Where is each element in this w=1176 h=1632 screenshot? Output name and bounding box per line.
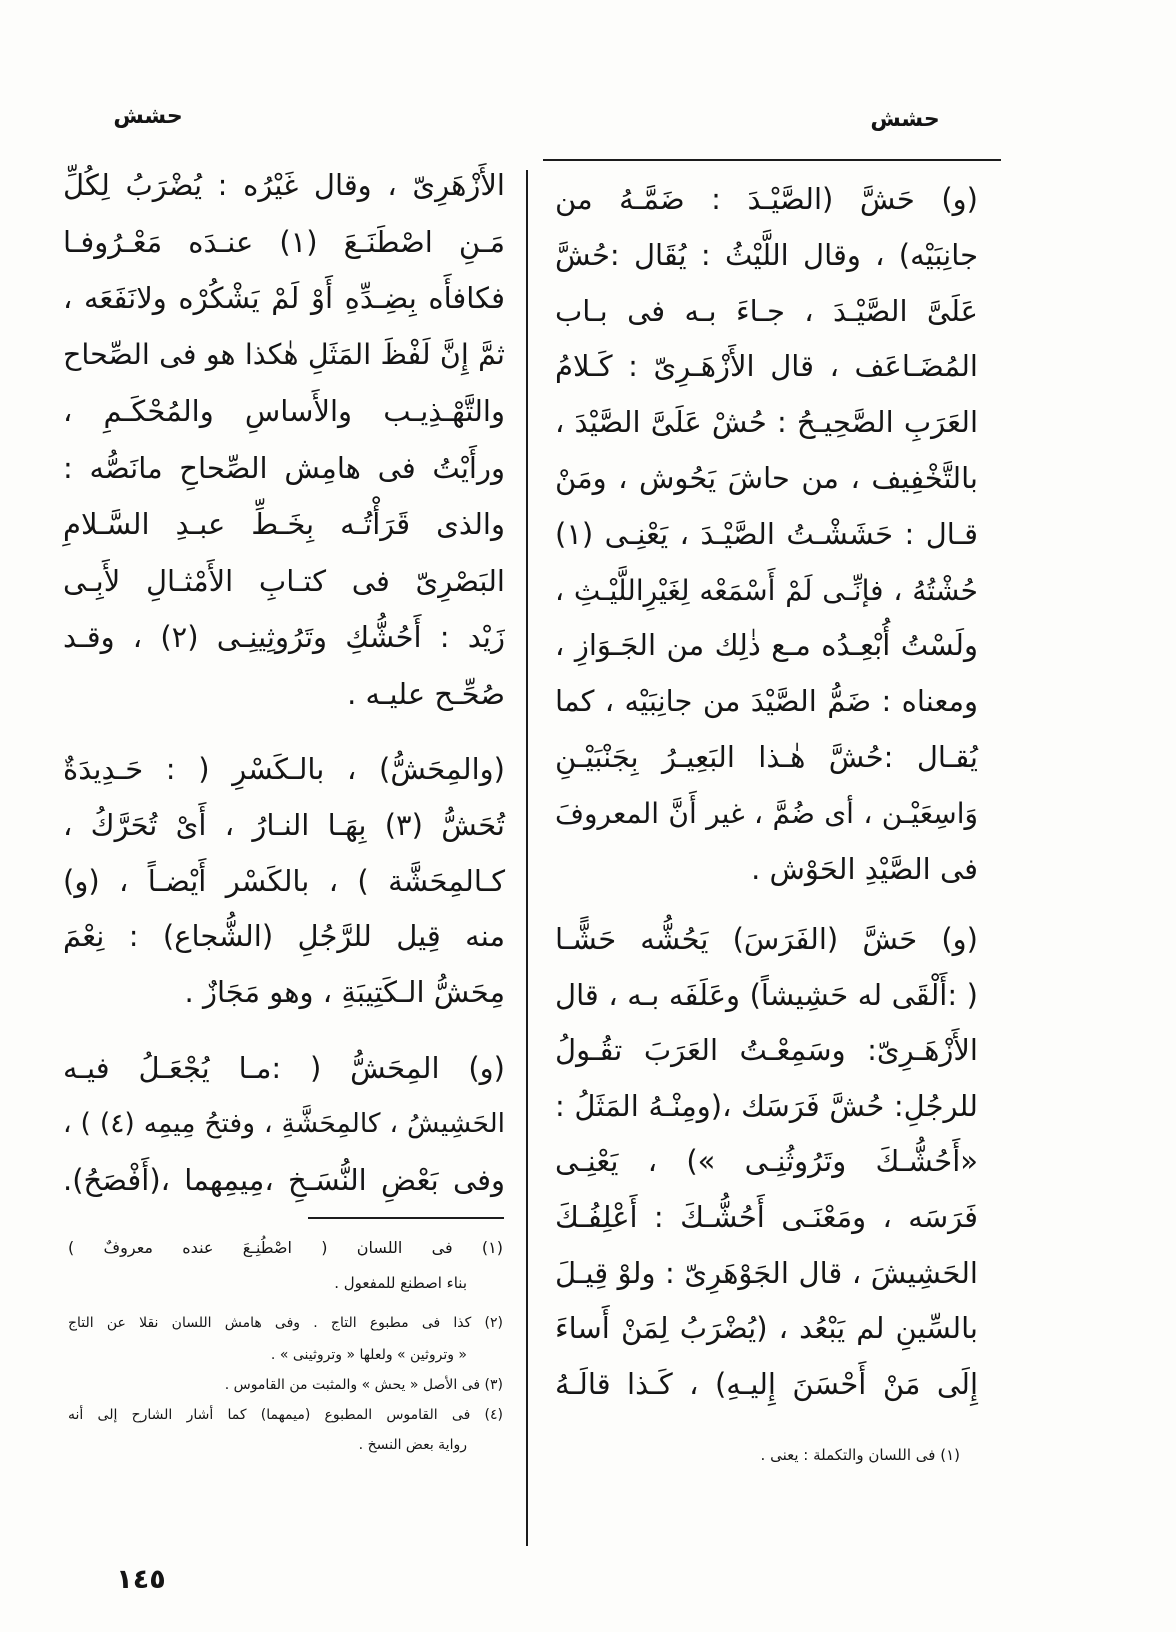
left-column-paragraph-2: [63, 742, 505, 1021]
entry-text-line: فكافأَه بِضِـدِّهِ أَوْ لَمْ يَشْكُرْه ولانَفَعَه ،: [63, 281, 505, 315]
entry-text-line: بالسِّينِ لم يَبْعُد ، (يُضْرَبُ لِمَنْ أَساءَ: [555, 1311, 978, 1346]
entry-text-line: المُضَـاعَف ، قال الأَزْهَـرِىّ : كَـلامُ: [555, 349, 978, 384]
left-column-paragraph-1: [63, 157, 505, 722]
entry-text-line: قـال : حَشَشْـتُ الصَّيْـدَ ، يَعْنِـى (١): [555, 516, 978, 551]
page-number: ١٤٥: [116, 1564, 166, 1595]
entry-text-line: الحَشِيشَ ، قال الجَوْهَرِىّ : ولوْ قِيـلَ: [555, 1255, 978, 1290]
entry-text-line: وَاسِعَيْـن ، أى ضُمَّ ، غير أَنَّ المعروفَ: [555, 796, 978, 830]
entry-text-line: بالتَّخْفِيف ، من حاشَ يَحُوش ، ومَنْ: [555, 460, 978, 495]
right-column-paragraph-1: [555, 172, 978, 897]
footnote-line: بناء اصطنع للمفعول .: [334, 1274, 467, 1292]
entry-text-line: حُشْتُهُ ، فإنِّـى لَمْ أَسْمَعْه لِغَيْرِاللَّيْـثِ ،: [555, 573, 978, 607]
entry-text-line: الأَزْهَرِىّ ، وقال غَيْرُه : يُضْرَبُ لِكُلِّ: [63, 168, 505, 202]
footnote-line: (٤) فى القاموس المطبوع (ميمهما) كما أشار الشارح إلى أنه: [68, 1407, 503, 1423]
entry-text-line: تُحَشُّ (٣) بِهَـا النـارُ ، أَىْ تُحَرَّكُ ،: [63, 807, 506, 842]
entry-text-line: (والمِحَشُّ) ، بالـكَسْرِ ( : حَـدِيدَةٌ: [63, 752, 505, 786]
footnote-line: « وتروثين » ولعلها « وتروثينى » .: [270, 1347, 467, 1363]
entry-text-line: منه قِيل للرَّجُلِ (الشُّجاع) : نِعْمَ: [63, 919, 505, 954]
entry-text-line: ورأَيْتُ فى هامِش الصِّحاحِ مانَصُّه :: [63, 450, 505, 485]
entry-text-line: عَلَىَّ الصَّيْـدَ ، جـاءَ بـه فى بـاب: [555, 293, 978, 328]
entry-text-line: فى الصَّيْدِ الحَوْش .: [751, 851, 978, 886]
entry-text-line: والتَّهْـذِيـب والأَساسِ والمُحْكَـمِ ،: [63, 394, 505, 428]
right-column-paragraph-2: [555, 912, 978, 1412]
entry-text-line: ( :أَلْقَى له حَشِيشاً) وعَلَفَه بـه ، قال: [555, 977, 978, 1012]
entry-text-line: ثمَّ إِنَّ لَفْظَ المَثَلِ هٰكذا هو فى الصِّحاح: [63, 337, 505, 371]
entry-text-line: (و) حَشَّ (الصَّيْـدَ : ضَمَّـهُ من: [555, 182, 978, 216]
entry-text-line: «أَحُشُّـكَ وتَرُوثُنِـى ») ، يَعْنِـى: [555, 1144, 978, 1179]
left-column-paragraph-3: [63, 1040, 505, 1208]
column-divider: [526, 170, 528, 1546]
header-rule: [543, 159, 1001, 161]
running-head-right: حشش: [870, 107, 940, 132]
entry-text-line: (و) المِحَشُّ ( :مـا يُجْعَـلُ فيـه: [63, 1051, 505, 1085]
footnote-line: رواية بعض النسخ .: [358, 1437, 467, 1453]
entry-text-line: للرجُلِ: حُشَّ فَرَسَك ،(ومِنْـهُ المَثَلُ :: [555, 1088, 978, 1123]
entry-text-line: وفى بَعْضِ النُّسَـخِ ،مِيمِهما ،(أَفْصَحُ).: [63, 1163, 505, 1197]
footnote-line: (١) فى اللسان والتكملة : يعنى .: [760, 1446, 960, 1464]
footnote-separator: [308, 1217, 504, 1219]
entry-text-line: البَصْرِىّ فى كتـابِ الأَمْثـالِ لأَبِـى: [63, 563, 505, 598]
entry-text-line: يُقـال :حُشَّ هٰـذا البَعِيـرُ بِجَنْبَيْـنِ: [555, 739, 978, 774]
entry-text-line: كـالمِحَشَّة ) ، بالكَسْر أَيْضـاً ، (و): [63, 863, 505, 898]
entry-text-line: إِلَى مَنْ أَحْسَنَ إِليـهِ) ، كَـذا قالَـهُ: [555, 1366, 978, 1401]
footnote-line: (٢) كذا فى مطبوع التاج . وفى هامش اللسان نقلا عن التاج: [68, 1315, 503, 1331]
footnote-line: (٣) فى الأصل « يحش » والمثبت من القاموس .: [224, 1377, 503, 1393]
running-head-left: حشش: [113, 104, 183, 129]
entry-text-line: مَـنِ اصْطَنَـعَ (١) عنـدَه مَعْـرُوفـا: [63, 224, 505, 259]
entry-text-line: ومعناه : ضَمُّ الصَّيْدَ من جانِبَيْه ، كما: [555, 684, 978, 719]
entry-text-line: زَيْد : أَحُشُّكِ وتَرُوثِينِـى (٢) ، وقـد: [63, 620, 506, 654]
entry-text-line: الأَزْهَـرِىّ: وسَمِعْـتُ العَرَبَ تقُـولُ: [555, 1033, 978, 1068]
entry-text-line: والذى قَرَأْتُـه بِخَـطِّ عبـدِ السَّـلامِ: [63, 507, 505, 541]
entry-text-line: العَرَبِ الصَّحِيـحُ : حُشْ عَلَىَّ الصَّيْدَ ،: [555, 405, 978, 440]
footnote-line: (١) فى اللسان ( اصْطُنِـعَ عنده معروفٌ ): [68, 1238, 503, 1257]
entry-text-line: الحَشِيشُ ، كالمِحَشَّةِ ، وفتحُ مِيمِه (٤) ) ،: [63, 1108, 506, 1139]
entry-text-line: مِحَشُّ الـكَتِيبَةِ ، وهو مَجَازٌ .: [184, 975, 505, 1009]
entry-text-line: ولَسْتُ أُبْعِـدُه مـع ذٰلِك من الجَـوَازِ ،: [555, 628, 978, 663]
entry-text-line: (و) حَشَّ (الفَرَسَ) يَحُشُّه حَشًّـا: [555, 922, 978, 956]
entry-text-line: صُحِّـح عليـه .: [347, 676, 505, 711]
entry-text-line: جانِبَيْه) ، وقال اللَّيْثُ : يُقَال :حُشَّ: [555, 237, 978, 272]
entry-text-line: فَرَسَه ، ومَعْنَـى أَحُشُّـكَ : أَعْلِفُـكَ: [555, 1199, 978, 1234]
